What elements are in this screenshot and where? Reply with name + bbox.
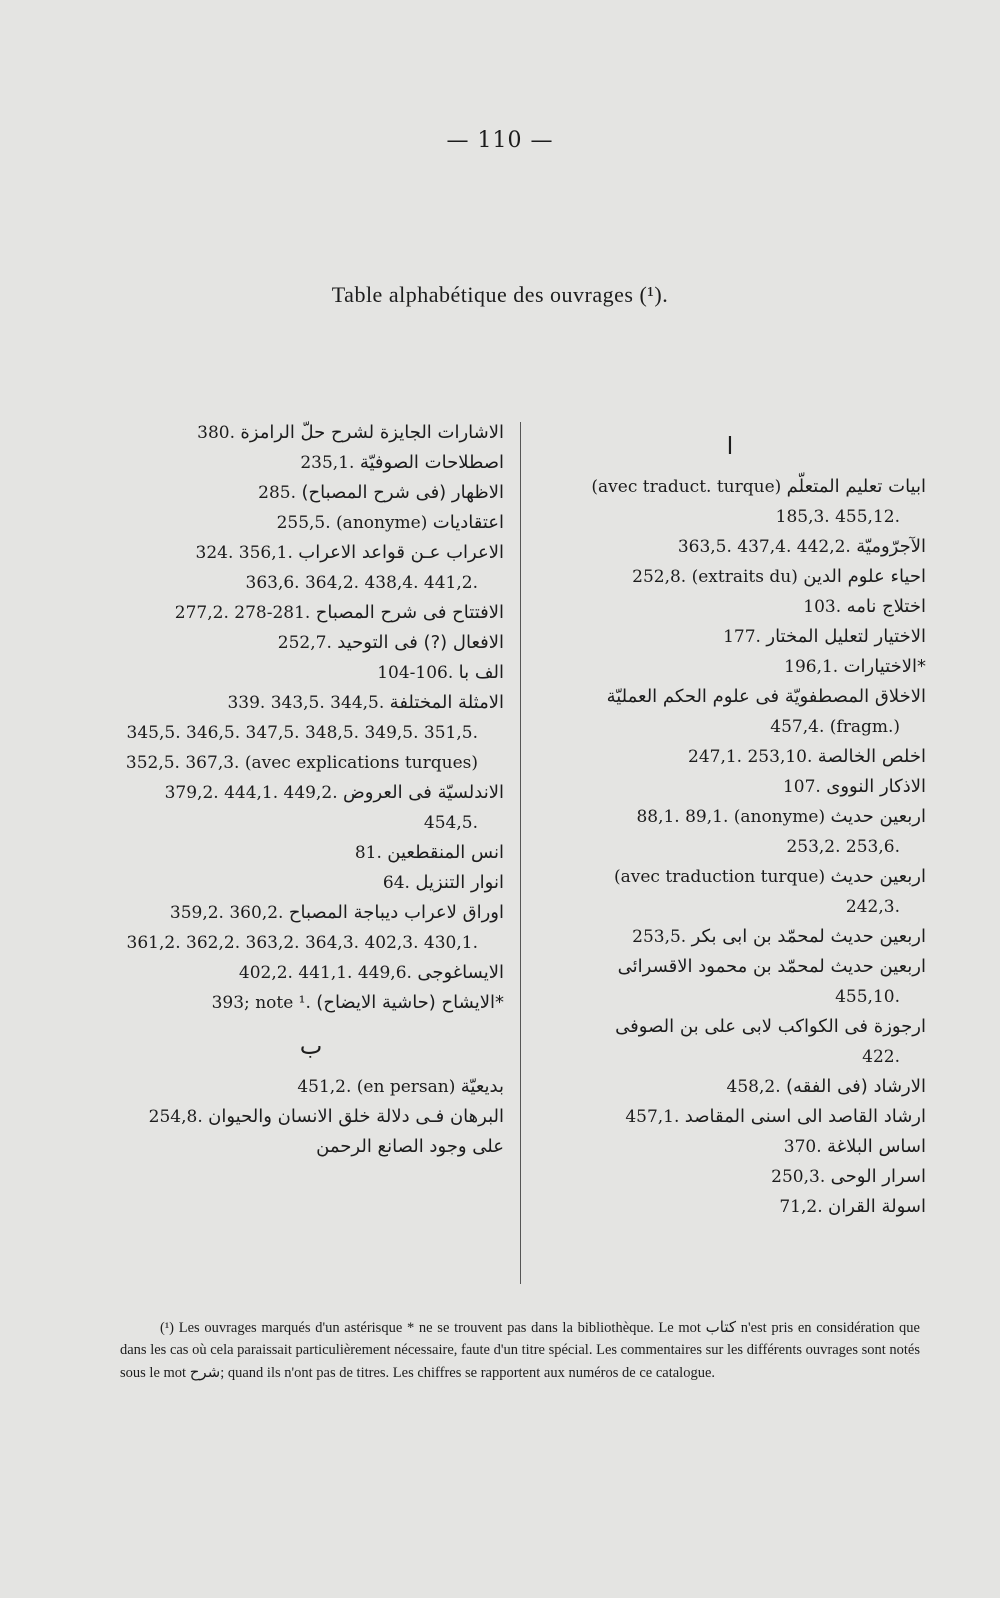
entry-reference: 107. — [782, 777, 821, 797]
page-number: — 110 — — [446, 128, 554, 153]
footnote-text-2: n'est pris en considération que dans les cas où cela paraissait particulièrement nécessaire, faute d'un titre spécial. Les commentaires sur les différents ouvrages sont notés sous le mot — [120, 1320, 920, 1381]
letter-heading: ا — [726, 432, 734, 460]
index-entry — [118, 868, 504, 898]
index-entry — [118, 988, 504, 1018]
entry-reference: 252,7. — [277, 633, 332, 653]
entry-reference: 104-106. — [377, 663, 454, 683]
footnote-text-3: ; quand ils n'ont pas de titres. Les chiffres se rapportent aux numéros de ce catalogue. — [220, 1365, 716, 1381]
index-entry — [118, 898, 504, 958]
entry-arabic-title: اربعين حديث — [830, 806, 926, 827]
entry-arabic-title: اربعين حديث لمحمّد بن ابى بكر — [691, 926, 926, 947]
entry-reference: (avec traduct. turque) — [591, 477, 782, 497]
entry-reference: 71,2. — [779, 1197, 823, 1217]
index-entry — [118, 658, 504, 688]
entry-arabic-title: انوار التنزيل — [415, 872, 504, 893]
index-entry — [534, 862, 926, 922]
entry-continuation: 345,5. 346,5. 347,5. 348,5. 349,5. 351,5. 352,5. 367,3. (avec explications turques) — [125, 723, 478, 773]
index-entry — [118, 838, 504, 868]
index-entry — [534, 1162, 926, 1192]
index-entry — [534, 922, 926, 952]
index-entry — [118, 448, 504, 478]
index-entry — [534, 532, 926, 562]
entry-arabic-title: انس المنقطعين — [387, 842, 504, 863]
index-entry — [534, 772, 926, 802]
entry-arabic-title: اسولة القران — [828, 1196, 926, 1217]
entry-reference: 457,1. — [625, 1107, 680, 1127]
index-entry — [534, 742, 926, 772]
entry-arabic-title: اساس البلاغة — [827, 1136, 926, 1157]
index-entry — [118, 1072, 504, 1102]
entry-reference: 235,1. — [300, 453, 355, 473]
entry-reference: 339. 343,5. 344,5. — [227, 693, 385, 713]
index-entry — [118, 538, 504, 598]
index-entry — [118, 688, 504, 778]
entry-arabic-title: *الايشاح (حاشية الايضاح) — [316, 992, 504, 1013]
entry-continuation: 455,10. — [835, 987, 900, 1007]
entry-reference: 380. — [197, 423, 235, 443]
entry-continuation: 422. — [862, 1047, 900, 1067]
entry-continuation: 242,3. — [845, 897, 900, 917]
index-entry — [534, 592, 926, 622]
entry-arabic-title: الافتتاح فى شرح المصباح — [315, 602, 504, 623]
index-entry — [534, 1102, 926, 1132]
entry-reference: 359,2. 360,2. — [169, 903, 284, 923]
index-entry — [118, 778, 504, 838]
entry-reference: 277,2. 278-281. — [174, 603, 311, 623]
index-entry — [534, 1072, 926, 1102]
index-entry — [118, 1102, 504, 1162]
footnote-word-kitab: كتاب — [705, 1318, 737, 1336]
index-entry — [534, 562, 926, 592]
entry-arabic-title: البرهان فـى دلالة خلق الانسان والحيوان على وجود الصانع الرحمن — [208, 1106, 504, 1157]
entry-arabic-title: ارشاد القاصد الى اسنى المقاصد — [684, 1106, 926, 1127]
entry-arabic-title: بديعيّة — [460, 1076, 504, 1097]
entry-reference: (avec traduction turque) — [613, 867, 826, 887]
left-column — [118, 418, 518, 1290]
index-entry — [118, 418, 504, 448]
entry-arabic-title: اربعين حديث — [830, 866, 926, 887]
entry-reference: 196,1. — [784, 657, 839, 677]
entry-continuation: 363,6. 364,2. 438,4. 441,2. — [245, 573, 478, 593]
entry-reference: 64. — [382, 873, 410, 893]
entry-arabic-title: الايساغوجى — [417, 962, 504, 983]
entry-reference: 255,5. (anonyme) — [276, 513, 428, 533]
entry-continuation: 185,3. 455,12. — [775, 507, 900, 527]
entry-arabic-title: الامثلة المختلفة — [389, 692, 504, 713]
entry-arabic-title: ارجوزة فى الكواكب لابى على بن الصوفى — [615, 1016, 926, 1037]
index-entry — [118, 478, 504, 508]
entry-arabic-title: اربعين حديث لمحمّد بن محمود الاقسرائى — [617, 956, 926, 977]
entry-reference: 451,2. (en persan) — [297, 1077, 456, 1097]
entry-continuation: 253,2. 253,6. — [786, 837, 900, 857]
entry-reference: 393; note ¹. — [211, 993, 311, 1013]
entry-arabic-title: ابيات تعليم المتعلّم — [786, 476, 926, 497]
entry-continuation: 457,4. (fragm.) — [770, 717, 900, 737]
index-entry — [534, 1192, 926, 1222]
entry-reference: 177. — [723, 627, 761, 647]
index-entry — [118, 958, 504, 988]
right-column — [526, 418, 926, 1290]
index-entry — [118, 508, 504, 538]
entry-reference: 254,8. — [148, 1107, 203, 1127]
entry-arabic-title: اخلص الخالصة — [817, 746, 926, 767]
entry-reference: 88,1. 89,1. (anonyme) — [636, 807, 826, 827]
entry-arabic-title: *الاختيارات — [843, 656, 926, 677]
entry-reference: 402,2. 441,1. 449,6. — [238, 963, 412, 983]
entry-arabic-title: اعتقاديات — [432, 512, 504, 533]
entry-reference: 247,1. 253,10. — [688, 747, 813, 767]
index-entry — [534, 1132, 926, 1162]
entry-arabic-title: اوراق لاعراب ديباجة المصباح — [288, 902, 504, 923]
entry-reference: 285. — [258, 483, 297, 503]
entry-arabic-title: اسرار الوحى — [830, 1166, 926, 1187]
entry-reference: 324. 356,1. — [195, 543, 293, 563]
entry-arabic-title: الاخلاق المصطفويّة فى علوم الحكم العمليّة — [606, 686, 926, 707]
entry-reference: 103. — [803, 597, 842, 617]
index-entry — [534, 472, 926, 532]
index-entry — [534, 682, 926, 742]
index-entry — [534, 802, 926, 862]
entry-reference: 370. — [783, 1137, 822, 1157]
letter-heading: ب — [299, 1032, 323, 1060]
entry-reference: 458,2. — [726, 1077, 781, 1097]
entry-continuation: 361,2. 362,2. 363,2. 364,3. 402,3. 430,1. — [126, 933, 478, 953]
entry-arabic-title: الاشارات الجايزة لشرح حلّ الرامزة — [240, 422, 504, 443]
entry-arabic-title: احياء علوم الدين — [803, 566, 926, 587]
entry-reference: 252,8. (extraits du) — [632, 567, 798, 587]
entry-reference: 379,2. 444,1. 449,2. — [164, 783, 338, 803]
index-entry — [534, 652, 926, 682]
index-entry — [534, 1012, 926, 1072]
entry-arabic-title: الاندلسيّة فى العروض — [343, 782, 504, 803]
page-title: Table alphabétique des ouvrages (¹). — [331, 282, 669, 307]
entry-reference: 253,5. — [632, 927, 687, 947]
entry-continuation: 454,5. — [423, 813, 478, 833]
entry-reference: 363,5. 437,4. 442,2. — [677, 537, 851, 557]
entry-arabic-title: الاذكار النووى — [826, 776, 926, 797]
index-entry — [534, 622, 926, 652]
entry-reference: 250,3. — [771, 1167, 826, 1187]
entry-arabic-title: الاعراب عـن قواعد الاعراب — [298, 542, 504, 563]
entry-arabic-title: اصطلاحات الصوفيّة — [359, 452, 504, 473]
entry-arabic-title: الارشاد (فى الفقه) — [786, 1076, 926, 1097]
entry-arabic-title: الآجرّوميّة — [856, 536, 926, 557]
index-entry — [118, 628, 504, 658]
footnote — [120, 1316, 920, 1384]
entry-arabic-title: اختلاج نامه — [846, 596, 926, 617]
index-entry — [118, 598, 504, 628]
entry-arabic-title: الافعال (?) فى التوحيد — [337, 632, 504, 653]
entry-arabic-title: الاظهار (فى شرح المصباح) — [301, 482, 504, 503]
entry-reference: 81. — [354, 843, 382, 863]
column-divider — [520, 422, 521, 1284]
entry-arabic-title: الاختيار لتعليل المختار — [766, 626, 926, 647]
footnote-word-sharh: شرح — [189, 1363, 221, 1381]
footnote-text-1: (¹) Les ouvrages marqués d'un astérisque * ne se trouvent pas dans la bibliothèque. Le mot — [160, 1320, 701, 1336]
entry-arabic-title: الف با — [458, 662, 504, 683]
index-entry — [534, 952, 926, 1012]
